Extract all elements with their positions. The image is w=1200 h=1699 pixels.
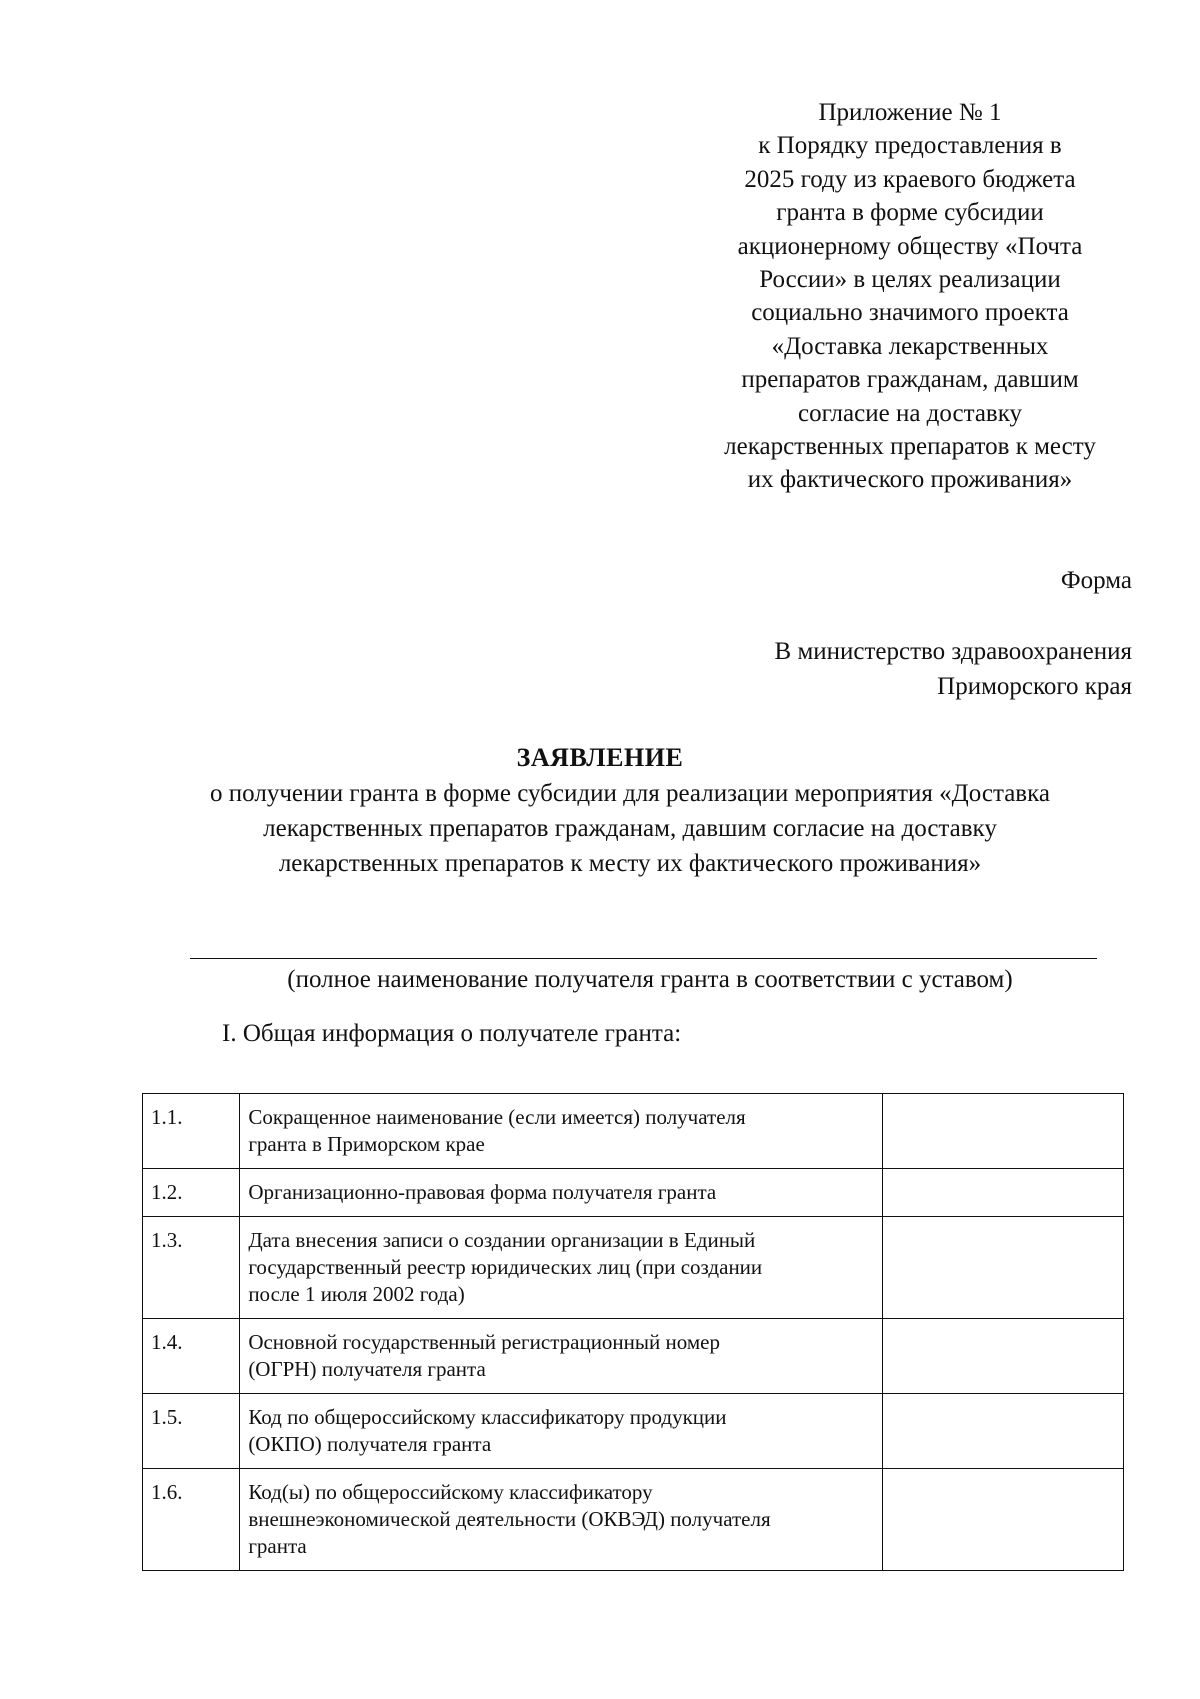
appendix-line: акционерному обществу «Почта — [737, 232, 1083, 260]
appendix-line: лекарственных препаратов к месту — [724, 433, 1096, 461]
row-number: 1.6. — [143, 1469, 240, 1571]
recipient-info-table — [142, 1093, 1124, 1571]
row-description-line: (ОГРН) получателя гранта — [248, 1357, 486, 1381]
section-heading: I. Общая информация о получателе гранта: — [222, 1020, 682, 1047]
appendix-line: гранта в форме субсидии — [776, 199, 1044, 227]
row-value-cell[interactable] — [882, 1469, 1123, 1571]
row-description — [240, 1469, 882, 1571]
row-description-line: Основной государственный регистрационный номер — [248, 1330, 720, 1354]
table-row — [143, 1319, 1124, 1394]
appendix-line: социально значимого проекта — [751, 299, 1069, 327]
row-description-line: после 1 июля 2002 года) — [248, 1282, 465, 1306]
row-description — [240, 1319, 882, 1394]
form-label: Форма — [1060, 567, 1132, 594]
row-value-cell[interactable] — [882, 1217, 1123, 1319]
appendix-line: 2025 году из краевого бюджета — [744, 165, 1076, 193]
recipient-name-blank-line[interactable] — [190, 958, 1097, 959]
row-description-line: гранта в Приморском крае — [248, 1132, 485, 1156]
row-description-line: государственный реестр юридических лиц (при создании — [248, 1255, 763, 1279]
row-number: 1.2. — [143, 1169, 240, 1217]
appendix-line: «Доставка лекарственных — [771, 332, 1049, 360]
document-title: ЗАЯВЛЕНИЕ — [516, 743, 684, 772]
row-value-cell[interactable] — [882, 1319, 1123, 1394]
appendix-line: препаратов гражданам, давшим — [741, 366, 1079, 394]
row-description-line: Код по общероссийскому классификатору продукции — [248, 1405, 727, 1429]
row-description-line: Организационно-правовая форма получателя гранта — [248, 1180, 717, 1204]
row-description — [240, 1394, 882, 1469]
appendix-line: России» в целях реализации — [759, 266, 1061, 294]
appendix-line: Приложение № 1 — [818, 99, 1002, 126]
row-description-line: гранта — [248, 1534, 307, 1558]
subtitle-line: о получении гранта в форме субсидии для реализации мероприятия «Доставка — [210, 780, 1050, 807]
row-description — [240, 1169, 882, 1217]
row-description-line: Сокращенное наименование (если имеется) получателя — [248, 1105, 746, 1129]
table-row — [143, 1217, 1124, 1319]
subtitle-line: лекарственных препаратов к месту их фактического проживания» — [278, 850, 982, 877]
appendix-line: согласие на доставку — [797, 399, 1023, 427]
row-description-line: Дата внесения записи о создании организации в Единый — [248, 1228, 756, 1252]
row-value-cell[interactable] — [882, 1394, 1123, 1469]
appendix-line: к Порядку предоставления в — [758, 132, 1062, 160]
document-subtitle — [130, 776, 1130, 881]
appendix-block — [690, 96, 1130, 497]
row-description-line: внешнеэкономической деятельности (ОКВЭД) получателя — [248, 1507, 771, 1531]
table-row — [143, 1469, 1124, 1571]
table-row — [143, 1094, 1124, 1169]
row-number: 1.4. — [143, 1319, 240, 1394]
row-description-line: (ОКПО) получателя гранта — [248, 1432, 492, 1456]
row-description-line: Код(ы) по общероссийскому классификатору — [248, 1480, 653, 1504]
addressee-line: В министерство здравоохранения — [774, 638, 1132, 665]
addressee-block — [775, 634, 1132, 704]
table-row — [143, 1169, 1124, 1217]
row-number: 1.5. — [143, 1394, 240, 1469]
appendix-line: их фактического проживания» — [747, 466, 1073, 494]
row-value-cell[interactable] — [882, 1094, 1123, 1169]
addressee-line: Приморского края — [937, 673, 1132, 700]
row-value-cell[interactable] — [882, 1169, 1123, 1217]
row-description — [240, 1094, 882, 1169]
row-number: 1.3. — [143, 1217, 240, 1319]
row-number: 1.1. — [143, 1094, 240, 1169]
table-row — [143, 1394, 1124, 1469]
recipient-name-caption: (полное наименование получателя гранта в соответствии с уставом) — [287, 966, 1013, 993]
subtitle-line: лекарственных препаратов гражданам, давшим согласие на доставку — [263, 815, 997, 842]
row-description — [240, 1217, 882, 1319]
